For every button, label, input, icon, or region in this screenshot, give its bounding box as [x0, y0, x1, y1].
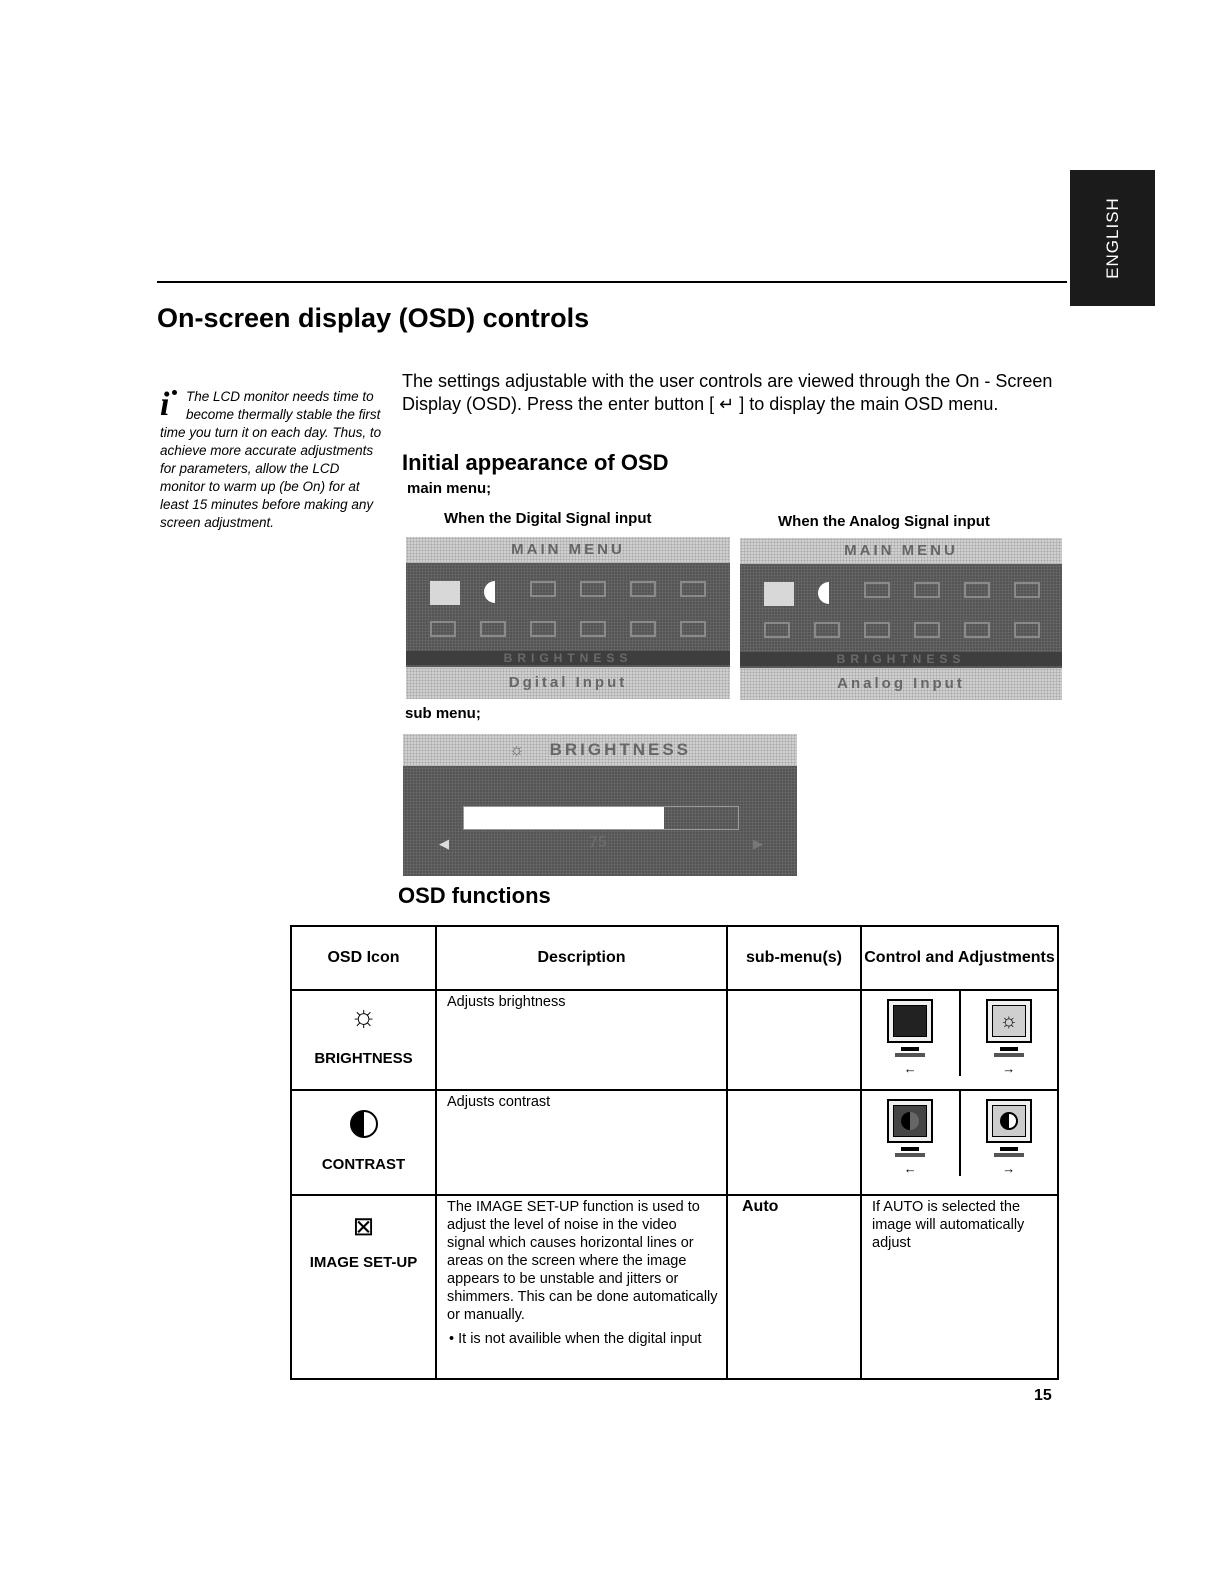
table-row	[291, 1195, 1058, 1379]
row-description: Adjusts brightness	[436, 990, 727, 1090]
initial-appearance-heading: Initial appearance of OSD	[402, 450, 669, 475]
reset-icon	[964, 622, 990, 638]
slider-value: 75	[589, 834, 607, 851]
brightness-icon: ☼	[508, 740, 528, 759]
row-description: The IMAGE SET-UP function is used to adjust the level of noise in the video signal which causes horizontal lines or areas on the screen where the image appears to be unstable and jitters or shimmers. This can be done automatically or manually. • It is not availible when the digital input	[436, 1195, 727, 1379]
analog-caption: When the Analog Signal input	[778, 513, 990, 530]
info-note: The LCD monitor needs time to become thermally stable the first time you turn it on each day. Thus, to achieve more accurate adjustments for parameters, allow the LCD monitor to warm up (be On) for at least 15 minutes before making any screen adjustment.	[160, 389, 382, 530]
right-arrow-icon: →	[1002, 1061, 1016, 1076]
sub-menu-label: sub menu;	[405, 705, 481, 722]
info-icon	[680, 621, 706, 637]
language-icon	[580, 621, 606, 637]
language-icon	[914, 622, 940, 638]
brightness-icon	[764, 582, 794, 606]
monitor-low-contrast-icon	[887, 1099, 933, 1143]
left-arrow-icon: ←	[903, 1061, 917, 1076]
brightness-slider-track	[463, 806, 739, 830]
color-icon	[864, 622, 890, 638]
monitor-dark-icon	[887, 999, 933, 1043]
row-control	[861, 1090, 1058, 1195]
osd-main-menu-digital	[406, 537, 730, 699]
brightness-icon	[430, 581, 460, 605]
table-row	[291, 1090, 1058, 1195]
table-row	[291, 990, 1058, 1090]
sub-title-bar: ☼ BRIGHTNESS	[403, 734, 797, 766]
header-submenu: sub-menu(s)	[727, 926, 861, 990]
osd-time-icon	[480, 621, 506, 637]
osd-main-menu-analog	[740, 538, 1062, 700]
osd-title-bar: MAIN MENU	[740, 538, 1062, 564]
row-control: If AUTO is selected the image will automatically adjust	[861, 1195, 1058, 1379]
osd-time-icon	[814, 622, 840, 638]
osd-input-label: Dgital Input	[406, 667, 730, 699]
monitor-bright-icon: ☼	[986, 999, 1032, 1043]
brightness-icon: ☼	[349, 1000, 378, 1033]
contrast-icon	[350, 1110, 378, 1138]
decrease-arrow-icon: ◀	[439, 836, 449, 851]
left-arrow-icon: ←	[903, 1161, 917, 1176]
monitor-high-contrast-icon	[986, 1099, 1032, 1143]
color-icon	[530, 621, 556, 637]
osd-position-icon	[430, 621, 456, 637]
digital-caption: When the Digital Signal input	[444, 510, 652, 527]
row-name: IMAGE SET-UP	[309, 1254, 418, 1271]
row-name: CONTRAST	[321, 1156, 406, 1173]
osd-position-icon	[764, 622, 790, 638]
table-header-row	[291, 926, 1058, 990]
row-description: Adjusts contrast	[436, 1090, 727, 1195]
header-rule	[157, 281, 1067, 283]
position-icon	[914, 582, 940, 598]
size-icon	[964, 582, 990, 598]
exit-icon	[680, 581, 706, 597]
row-bullet: It is not availible when the digital input	[458, 1331, 702, 1347]
contrast-icon	[484, 581, 506, 603]
osd-input-label: Analog Input	[740, 668, 1062, 700]
main-menu-label: main menu;	[407, 480, 492, 497]
contrast-icon	[818, 582, 840, 604]
osd-selected-item: BRIGHTNESS	[740, 652, 1062, 666]
page-title: On-screen display (OSD) controls	[157, 303, 590, 333]
osd-functions-heading: OSD functions	[398, 883, 551, 908]
image-setup-icon	[530, 581, 556, 597]
header-control: Control and Adjustments	[861, 926, 1058, 990]
info-icon	[1014, 622, 1040, 638]
intro-paragraph: The settings adjustable with the user controls are viewed through the On - Screen Display (OSD). Press the enter button [ ↵ ] to display the main OSD menu.	[402, 371, 1053, 414]
increase-arrow-icon: ▶	[753, 836, 763, 851]
brightness-slider-fill	[464, 807, 664, 829]
osd-sub-menu	[403, 734, 797, 876]
right-arrow-icon: →	[1002, 1161, 1016, 1176]
image-setup-icon	[864, 582, 890, 598]
position-icon	[580, 581, 606, 597]
header-description: Description	[436, 926, 727, 990]
reset-icon	[630, 621, 656, 637]
page-number: 15	[1034, 1387, 1052, 1404]
size-icon	[630, 581, 656, 597]
osd-selected-item: BRIGHTNESS	[406, 651, 730, 665]
info-icon: i	[160, 386, 170, 423]
row-submenu: Auto	[727, 1195, 861, 1379]
exit-icon	[1014, 582, 1040, 598]
row-name: BRIGHTNESS	[314, 1050, 413, 1067]
header-osd-icon: OSD Icon	[291, 926, 436, 990]
row-submenu	[727, 1090, 861, 1195]
row-control	[861, 990, 1058, 1090]
language-tab: ENGLISH	[1070, 170, 1155, 306]
osd-title-bar: MAIN MENU	[406, 537, 730, 563]
osd-functions-table	[290, 925, 1059, 1380]
image-setup-icon: ⊠	[352, 1211, 375, 1241]
row-submenu	[727, 990, 861, 1090]
